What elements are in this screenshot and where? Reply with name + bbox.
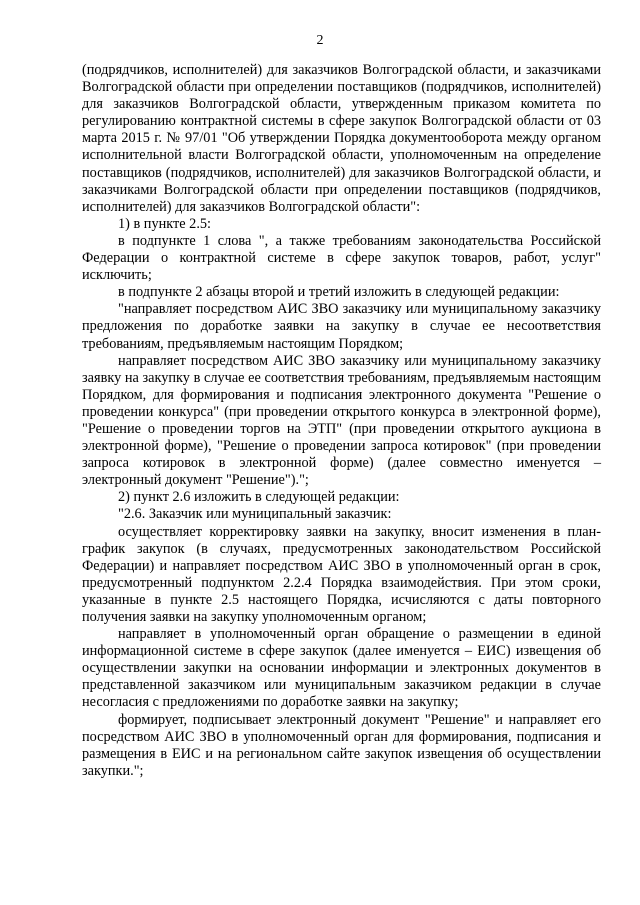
paragraph: в подпункте 1 слова ", а также требованиям законодательства Российской Федерации о контрактной системе в сфере закупок товаров, работ, услуг" исключить; bbox=[82, 232, 601, 284]
paragraph: осуществляет корректировку заявки на закупку, вносит изменения в план-график закупок (в случаях, предусмотренных законодательством Российской Федерации) и направляет посредством АИС ЗВО в уполномоченный орган в срок, предусмотренный подпунктом 2.2.4 Порядка взаимодействия. При этом сроки, указанные в пункте 2.5 настоящего Порядка, исчисляются с даты повторного получения заявки на закупку уполномоченным органом; bbox=[82, 523, 601, 625]
paragraph: в подпункте 2 абзацы второй и третий изложить в следующей редакции: bbox=[118, 284, 560, 301]
paragraph: направляет в уполномоченный орган обращение о размещении в единой информационной системе в сфере закупок (далее именуется – ЕИС) извещения об осуществлении закупки на основании информации и электронных документов в представленной заказчиком или муниципальным заказчиком редакции в случае несогласия с предложениями по доработке заявки на закупку; bbox=[82, 626, 601, 711]
paragraph: формирует, подписывает электронный документ "Решение" и направляет его посредством АИС ЗВО в уполномоченный орган для формирования, подписания и размещения в ЕИС и на региональном сайте закупок извещения об осуществлении закупки."; bbox=[82, 711, 601, 779]
paragraph: направляет посредством АИС ЗВО заказчику или муниципальному заказчику заявку на закупку в случае ее соответствия требованиям, предъявляемым настоящим Порядком, для формирования и подписания электронного документа "Решение о проведении конкурса" (при проведении открытого конкурса в электронной форме), "Решение о проведении торгов на ЭТП" (при проведении открытого аукциона в электронной форме), "Решение о проведении запроса котировок" (при проведении запроса котировок в электронной форме) (далее совместно именуется – электронный документ "Решение")."; bbox=[82, 352, 601, 489]
paragraph: "2.6. Заказчик или муниципальный заказчик: bbox=[118, 506, 392, 523]
paragraph: 1) в пункте 2.5: bbox=[118, 215, 212, 232]
paragraph: (подрядчиков, исполнителей) для заказчиков Волгоградской области, и заказчиками Волгоградской области при определении поставщиков (подрядчиков, исполнителей) для заказчиков Волгоградской области, утвержденным приказом комитета по регулированию контрактной системы в сфере закупок Волгоградской области от 03 марта 2015 г. № 97/01 "Об утверждении Порядка документооборота между органом исполнительной власти Волгоградской области, уполномоченным на определение поставщиков (подрядчиков, исполнителей) для заказчиков Волгоградской области, и заказчиками Волгоградской области при определении поставщиков (подрядчиков, исполнителей) для заказчиков Волгоградской области": bbox=[82, 62, 601, 215]
page-number: 2 bbox=[316, 33, 324, 48]
paragraph: "направляет посредством АИС ЗВО заказчику или муниципальному заказчику предложения по доработке заявки на закупку в случае ее несоответствия требованиям, предъявляемым настоящим Порядком; bbox=[82, 301, 601, 352]
paragraph: 2) пункт 2.6 изложить в следующей редакции: bbox=[118, 489, 400, 506]
document-body bbox=[82, 62, 601, 780]
